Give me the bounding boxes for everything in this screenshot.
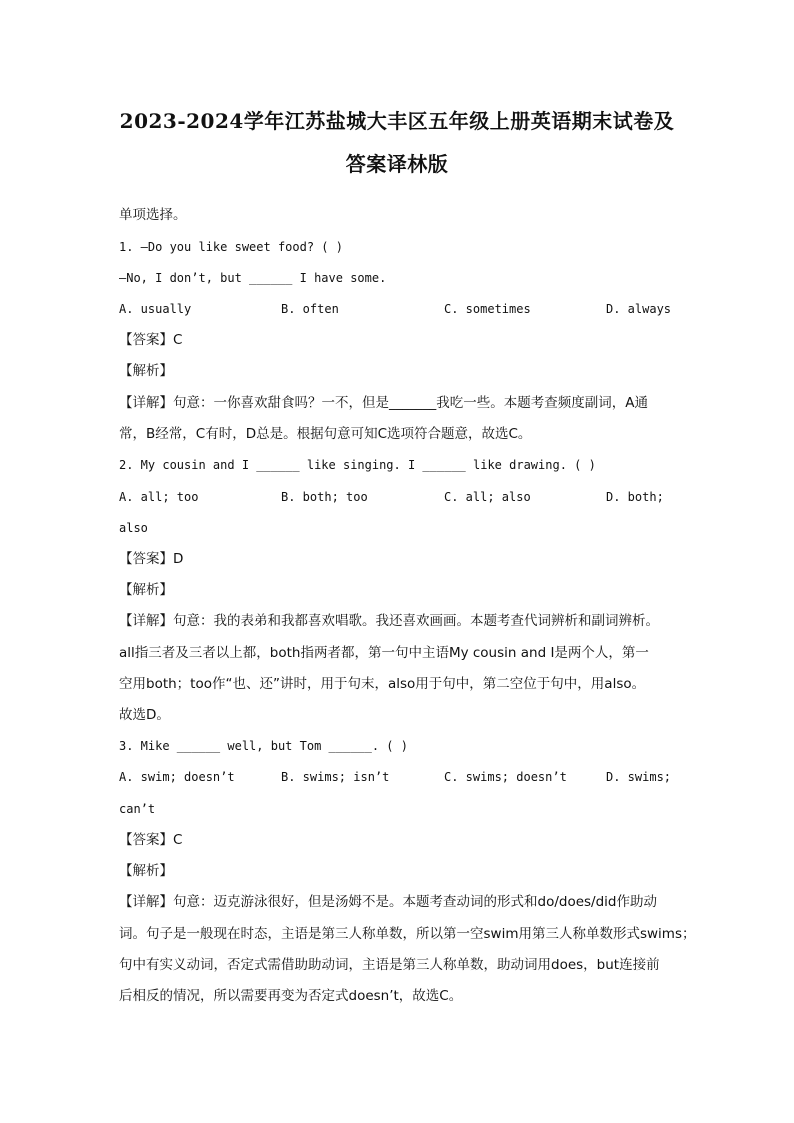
q3-detail-line-4: 后相反的情况，所以需要再变为否定式doesn’t，故选C。 — [119, 988, 463, 1004]
q1-detail-line-2: 常，B经常，C有时，D总是。根据句意可知C选项符合题意，故选C。 — [119, 426, 532, 442]
q2-detail-line-4: 故选D。 — [119, 707, 170, 723]
q3-detail-line-1: 【详解】句意：迈克游泳很好，但是汤姆不是。本题考查动词的形式和do/does/did作助动 — [119, 894, 657, 910]
q2-stem: 2. My cousin and I ______ like singing. I ______ like drawing. ( ) — [119, 458, 596, 472]
document-title-line-2: 答案译林版 — [345, 152, 449, 176]
q2-option-b: B. both; too — [281, 490, 368, 504]
q3-stem: 3. Mike ______ well, but Tom ______. ( ) — [119, 739, 408, 753]
q1-option-b: B. often — [281, 302, 339, 316]
q1-option-d: D. always — [606, 302, 672, 316]
q2-option-d-wrap: also — [119, 521, 148, 535]
q1-option-a: A. usually — [119, 302, 192, 316]
q3-option-d-wrap: can’t — [119, 802, 156, 816]
document-title-line-1: 2023-2024学年江苏盐城大丰区五年级上册英语期末试卷及 — [119, 109, 675, 133]
q2-option-d: D. both; — [606, 490, 664, 504]
q3-detail-line-2: 词。句子是一般现在时态，主语是第三人称单数，所以第一空swim用第三人称单数形式swims； — [119, 926, 696, 942]
q3-option-b: B. swims; isn’t — [281, 770, 390, 784]
q1-answer: 【答案】C — [119, 332, 183, 348]
q3-option-a: A. swim; doesn’t — [119, 770, 235, 784]
section-heading: 单项选择。 — [119, 207, 187, 223]
q2-option-c: C. all; also — [444, 490, 531, 504]
q3-option-d: D. swims; — [606, 770, 672, 784]
q1-detail-line-1: 【详解】句意：一你喜欢甜食吗？一不，但是_______我吃一些。本题考查频度副词，A通 — [119, 395, 648, 411]
q3-option-c: C. swims; doesn’t — [444, 770, 567, 784]
q1-option-c: C. sometimes — [444, 302, 531, 316]
q3-detail-line-3: 句中有实义动词，否定式需借助助动词，主语是第三人称单数，助动词用does，but连接前 — [119, 957, 660, 973]
q2-detail-line-1: 【详解】句意：我的表弟和我都喜欢唱歌。我还喜欢画画。本题考查代词辨析和副词辨析。 — [119, 613, 659, 629]
q2-detail-line-2: all指三者及三者以上都，both指两者都，第一句中主语My cousin and I是两个人，第一 — [119, 645, 649, 661]
q2-analysis-label: 【解析】 — [119, 582, 173, 598]
q3-analysis-label: 【解析】 — [119, 863, 173, 879]
q3-answer: 【答案】C — [119, 832, 183, 848]
q1-line2: —No, I don’t, but ______ I have some. — [119, 271, 387, 285]
q2-option-a: A. all; too — [119, 490, 199, 504]
q2-answer: 【答案】D — [119, 551, 184, 567]
q1-analysis-label: 【解析】 — [119, 363, 173, 379]
q1-stem: 1. —Do you like sweet food? ( ) — [119, 240, 343, 254]
q2-detail-line-3: 空用both；too作“也、还”讲时，用于句末，also用于句中，第二空位于句中，用also。 — [119, 676, 646, 692]
